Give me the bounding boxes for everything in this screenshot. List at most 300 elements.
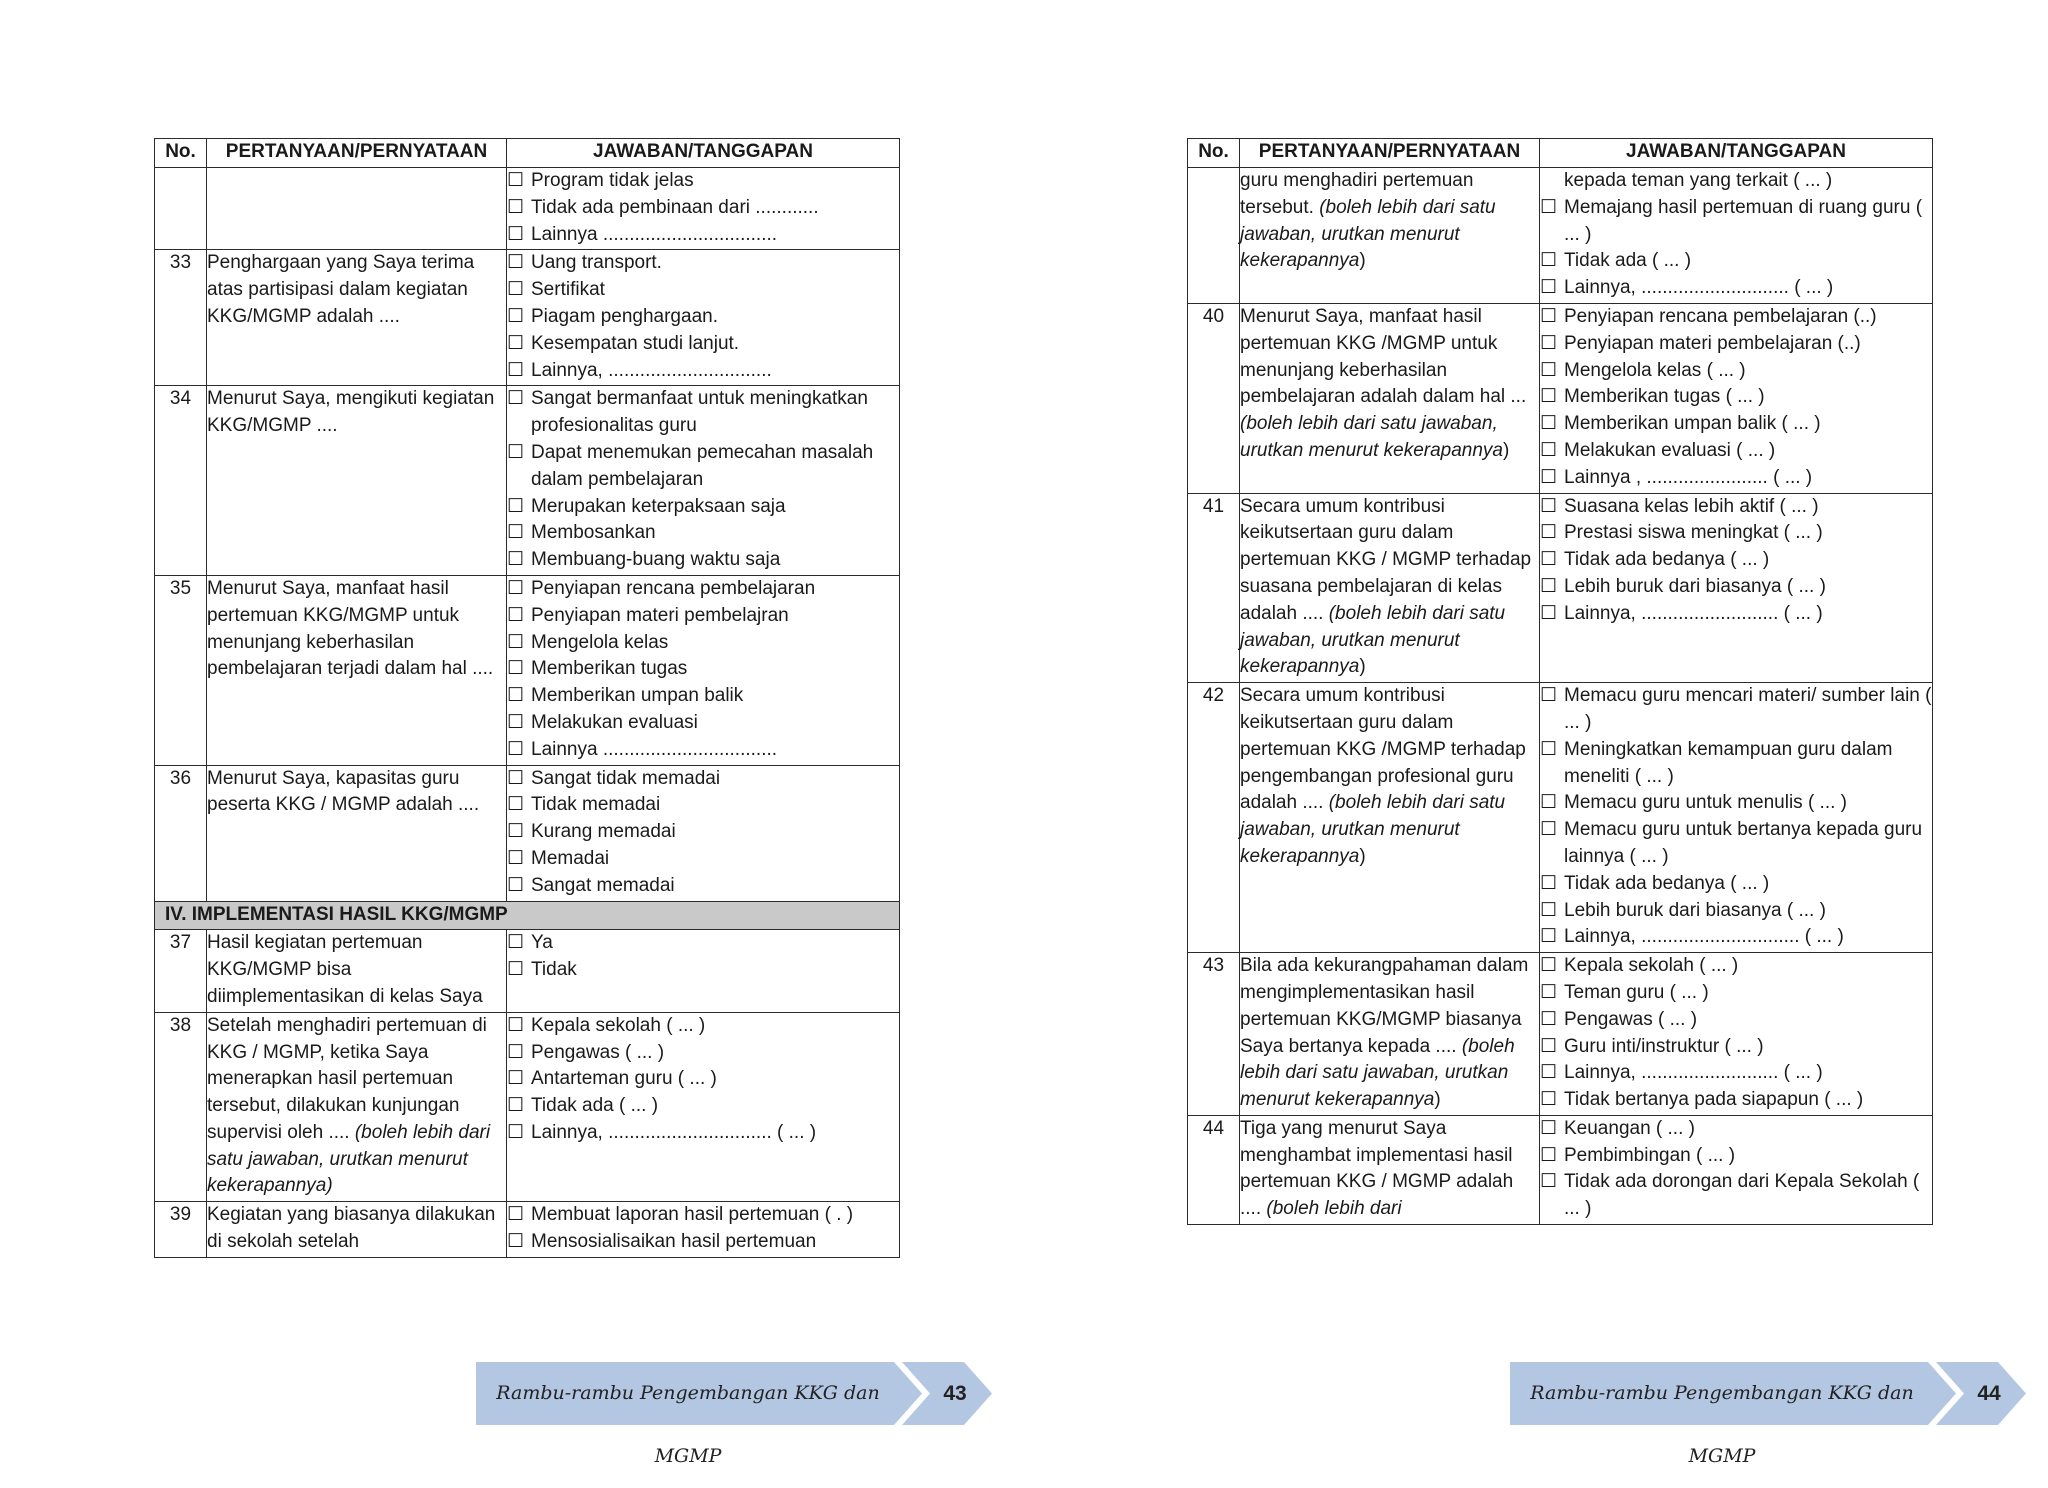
table-row	[1188, 303, 1933, 493]
answer-cell	[507, 386, 900, 576]
answer-option-label: Penyiapan rencana pembelajaran (..)	[1564, 305, 1877, 327]
answer-option-label: Uang transport.	[531, 252, 662, 274]
checkbox-icon[interactable]: ☐	[507, 658, 525, 680]
answer-option	[1540, 1060, 1932, 1087]
answer-option	[1540, 574, 1932, 601]
question-text: Tiga yang menurut Saya menghambat implementasi hasil pertemuan KKG / MGMP adalah ....	[1240, 1117, 1514, 1220]
checkbox-icon[interactable]: ☐	[507, 359, 525, 381]
answer-option-label: Tidak ada dorongan dari Kepala Sekolah ( ... )	[1564, 1171, 1920, 1220]
answer-option	[507, 630, 899, 657]
answer-option	[1540, 683, 1932, 737]
question-text: Setelah menghadiri pertemuan di KKG / MGMP, ketika Saya menerapkan hasil pertemuan tersebut, dilakukan kunjungan supervisi oleh ....	[207, 1014, 487, 1143]
answer-option-label: Pembimbingan ( ... )	[1564, 1144, 1736, 1166]
answer-option-label: Program tidak jelas	[531, 170, 694, 191]
question-cell	[207, 1012, 507, 1202]
answer-option-label: Mensosialisaikan hasil pertemuan	[531, 1231, 817, 1253]
answer-option	[1540, 953, 1932, 980]
answer-option	[1540, 520, 1932, 547]
answer-option-label: Tidak ada pembinaan dari ............	[531, 196, 819, 218]
answer-option-label: Lebih buruk dari biasanya ( ... )	[1564, 575, 1826, 597]
answer-option-label: Memberikan umpan balik ( ... )	[1564, 413, 1821, 435]
checkbox-icon[interactable]: ☐	[1540, 738, 1558, 760]
answer-option	[507, 683, 899, 710]
table-row	[1188, 493, 1933, 683]
checkbox-icon[interactable]: ☐	[1540, 277, 1558, 299]
answer-option-label: Lainnya, .............................. ( ... )	[1564, 926, 1844, 948]
answer-option-label: Antarteman guru ( ... )	[531, 1068, 717, 1090]
answer-option	[1540, 1143, 1932, 1170]
question-text: Secara umum kontribusi keikutsertaan guru dalam pertemuan KKG /MGMP terhadap pengembangan profesional guru adalah ....	[1240, 685, 1526, 814]
answer-option	[507, 277, 899, 304]
header-no: No.	[1188, 139, 1240, 168]
checkbox-icon[interactable]: ☐	[1540, 386, 1558, 408]
answer-option-label: Lainnya, ...............................	[531, 359, 772, 381]
answer-option-label: Memacu guru mencari materi/ sumber lain ( ... )	[1564, 685, 1932, 733]
question-text: Kegiatan yang biasanya dilakukan di sekolah setelah	[207, 1204, 496, 1253]
answer-option-label: Lebih buruk dari biasanya ( ... )	[1564, 899, 1826, 921]
checkbox-icon[interactable]: ☐	[507, 932, 525, 954]
table-row	[1188, 168, 1933, 304]
answer-option	[507, 168, 899, 195]
answer-option-label: Keuangan ( ... )	[1564, 1117, 1695, 1139]
question-note: (boleh lebih dari satu jawaban, urutkan menurut kekerapannya)	[207, 1121, 491, 1197]
checkbox-icon[interactable]: ☐	[1540, 575, 1558, 597]
answer-option	[1540, 411, 1932, 438]
checkbox-icon[interactable]: ☐	[507, 959, 525, 981]
answer-option-label: Penyiapan rencana pembelajaran	[531, 577, 816, 599]
checkbox-icon[interactable]: ☐	[1540, 602, 1558, 624]
answer-option	[1540, 195, 1932, 249]
answer-option-label: Membuang-buang waktu saja	[531, 549, 781, 571]
answer-option	[507, 520, 899, 547]
checkbox-icon[interactable]: ☐	[507, 1041, 525, 1063]
answer-option	[507, 766, 899, 793]
checkbox-icon[interactable]: ☐	[507, 332, 525, 354]
section-title: IV. IMPLEMENTASI HASIL KKG/MGMP	[155, 901, 900, 930]
table-row	[155, 1012, 900, 1202]
question-number: 33	[155, 250, 207, 386]
table-row	[155, 386, 900, 576]
answer-option-label: Memberikan tugas ( ... )	[1564, 386, 1765, 408]
answer-option-label: Lainnya, ............................ ( ... )	[1564, 277, 1834, 299]
answer-option-label: Prestasi siswa meningkat ( ... )	[1564, 522, 1823, 544]
question-number: 42	[1188, 683, 1240, 953]
answer-option	[507, 547, 899, 574]
checkbox-icon[interactable]: ☐	[1540, 466, 1558, 488]
answer-option	[1540, 384, 1932, 411]
checkbox-icon[interactable]: ☐	[507, 441, 525, 463]
question-cell	[207, 250, 507, 386]
answer-option-label: Kepala sekolah ( ... )	[531, 1014, 706, 1036]
question-text: Secara umum kontribusi keikutsertaan guru dalam pertemuan KKG / MGMP terhadap suasana pembelajaran di kelas adalah ....	[1240, 495, 1532, 624]
checkbox-icon[interactable]: ☐	[1540, 1062, 1558, 1084]
answer-option-label: Tidak memadai	[531, 794, 661, 816]
answer-option	[1540, 737, 1932, 791]
answer-option-label: Memacu guru untuk menulis ( ... )	[1564, 792, 1847, 814]
header-no: No.	[155, 139, 207, 168]
checkbox-icon[interactable]: ☐	[507, 170, 525, 191]
checkbox-icon[interactable]: ☐	[1540, 926, 1558, 948]
table-body-right	[1188, 168, 1933, 1225]
checkbox-icon[interactable]: ☐	[1540, 685, 1558, 707]
answer-option	[507, 1066, 899, 1093]
checkbox-icon[interactable]: ☐	[507, 821, 525, 843]
checkbox-icon[interactable]: ☐	[507, 1095, 525, 1117]
checkbox-icon[interactable]: ☐	[1540, 819, 1558, 841]
answer-option-label: Kurang memadai	[531, 821, 676, 843]
question-cell	[1240, 953, 1540, 1116]
answer-option	[507, 1040, 899, 1067]
checkbox-icon[interactable]: ☐	[507, 794, 525, 816]
question-cell	[207, 168, 507, 250]
table-row	[155, 168, 900, 250]
answer-option-label: Mengelola kelas	[531, 631, 669, 653]
answer-option	[1540, 817, 1932, 871]
answer-option	[507, 440, 899, 494]
answer-option	[507, 792, 899, 819]
question-note: (boleh lebih dari satu jawaban, urutkan menurut kekerapannya	[1240, 792, 1506, 867]
table-header-row	[1188, 139, 1933, 168]
answer-option	[1540, 331, 1932, 358]
checkbox-icon[interactable]: ☐	[507, 522, 525, 544]
answer-option-label: Pengawas ( ... )	[1564, 1008, 1698, 1030]
answer-cell	[507, 765, 900, 901]
answer-option	[1540, 601, 1932, 628]
answer-option-label: Tidak ada bedanya ( ... )	[1564, 872, 1770, 894]
answer-option	[1540, 275, 1932, 302]
question-note-close: )	[1359, 656, 1366, 678]
page-number: 44	[1977, 1382, 2001, 1405]
answer-option	[507, 930, 899, 957]
checkbox-icon[interactable]: ☐	[507, 767, 525, 789]
question-text: guru menghadiri pertemuan tersebut.	[1240, 170, 1474, 218]
answer-option-label: Memajang hasil pertemuan di ruang guru ( ... )	[1564, 196, 1923, 245]
checkbox-icon[interactable]: ☐	[507, 1014, 525, 1036]
table-row	[155, 930, 900, 1012]
checkbox-icon[interactable]: ☐	[1540, 359, 1558, 381]
answer-option-label: Meningkatkan kemampuan guru dalam meneliti ( ... )	[1564, 738, 1893, 787]
answer-option	[1540, 358, 1932, 385]
checkbox-icon[interactable]: ☐	[1540, 495, 1558, 517]
question-number: 38	[155, 1012, 207, 1202]
answer-option-label: Tidak bertanya pada siapapun ( ... )	[1564, 1089, 1864, 1111]
answer-option	[507, 957, 899, 984]
checkbox-icon[interactable]: ☐	[507, 196, 525, 218]
answer-option	[507, 1202, 899, 1229]
answer-option	[1540, 1169, 1932, 1223]
answer-option-label: Melakukan evaluasi	[531, 711, 698, 733]
answer-option-label: Mengelola kelas ( ... )	[1564, 359, 1746, 381]
answer-option	[1540, 438, 1932, 465]
answer-option	[507, 250, 899, 277]
answer-option	[507, 710, 899, 737]
table-row	[155, 250, 900, 386]
checkbox-icon[interactable]: ☐	[1540, 899, 1558, 921]
section-row	[155, 901, 900, 930]
answer-cell	[1540, 493, 1933, 683]
answer-option-label: Penyiapan materi pembelajaran (..)	[1564, 332, 1861, 354]
checkbox-icon[interactable]: ☐	[1540, 196, 1558, 218]
answer-cell	[507, 1012, 900, 1202]
answer-cell	[507, 575, 900, 765]
answer-option	[1540, 924, 1932, 951]
answer-cell	[1540, 953, 1933, 1116]
answer-option-label: Penyiapan materi pembelajran	[531, 604, 789, 626]
table-row	[155, 575, 900, 765]
question-note-close: )	[1434, 1089, 1441, 1111]
answer-option-label: Lainnya , ....................... ( ... )	[1564, 466, 1813, 488]
answer-option-label: Tidak ada ( ... )	[1564, 250, 1692, 272]
checkbox-icon[interactable]: ☐	[507, 252, 525, 274]
question-number: 34	[155, 386, 207, 576]
answer-option-label: Kesempatan studi lanjut.	[531, 332, 740, 354]
answer-cell	[507, 250, 900, 386]
answer-option	[1540, 494, 1932, 521]
answer-option	[507, 494, 899, 521]
answer-option	[507, 873, 899, 900]
answer-option	[507, 222, 899, 249]
answer-option	[507, 656, 899, 683]
answer-cell	[1540, 683, 1933, 953]
answer-option	[1540, 871, 1932, 898]
answer-cell	[1540, 303, 1933, 493]
checkbox-icon[interactable]: ☐	[1540, 872, 1558, 894]
header-question: PERTANYAAN/PERNYATAAN	[207, 139, 507, 168]
question-note: (boleh lebih dari satu jawaban, urutkan menurut kekerapannya	[1240, 413, 1503, 461]
checkbox-icon[interactable]: ☐	[1540, 792, 1558, 814]
answer-option	[507, 603, 899, 630]
answer-option-label: Lainnya, .......................... ( ... )	[1564, 602, 1823, 624]
answer-option	[507, 576, 899, 603]
header-answer: JAWABAN/TANGGAPAN	[507, 139, 900, 168]
answer-option	[1540, 248, 1932, 275]
table-row	[1188, 683, 1933, 953]
checkbox-icon[interactable]: ☐	[507, 604, 525, 626]
question-number	[155, 168, 207, 250]
questionnaire-table-left	[154, 138, 900, 1258]
answer-option	[1540, 1087, 1932, 1114]
question-number: 40	[1188, 303, 1240, 493]
checkbox-icon[interactable]: ☐	[507, 631, 525, 653]
question-text: Penghargaan yang Saya terima atas partisipasi dalam kegiatan KKG/MGMP adalah ....	[207, 252, 475, 327]
answer-option-label: Membosankan	[531, 522, 656, 544]
question-number: 44	[1188, 1115, 1240, 1224]
question-text: Menurut Saya, kapasitas guru peserta KKG / MGMP adalah ....	[207, 767, 480, 816]
question-number: 39	[155, 1202, 207, 1258]
answer-cell	[507, 1202, 900, 1258]
answer-option	[507, 1093, 899, 1120]
answer-option-label: Suasana kelas lebih aktif ( ... )	[1564, 495, 1819, 517]
question-cell	[1240, 493, 1540, 683]
answer-option	[507, 737, 899, 764]
checkbox-icon[interactable]: ☐	[507, 1068, 525, 1090]
checkbox-icon[interactable]: ☐	[507, 388, 525, 410]
question-number	[1188, 168, 1240, 304]
question-number: 43	[1188, 953, 1240, 1116]
question-note: (boleh lebih dari satu jawaban, urutkan menurut kekerapannya	[1240, 196, 1496, 272]
question-text: Menurut Saya, manfaat hasil pertemuan KKG/MGMP untuk menunjang keberhasilan pembelajaran terjadi dalam hal ....	[207, 577, 494, 680]
question-text: Menurut Saya, manfaat hasil pertemuan KKG /MGMP untuk menunjang keberhasilan pembelajaran adalah dalam hal ...	[1240, 305, 1527, 408]
table-row	[155, 765, 900, 901]
question-cell	[207, 930, 507, 1012]
checkbox-icon[interactable]: ☐	[1540, 250, 1558, 272]
answer-option	[1540, 898, 1932, 925]
answer-option	[1540, 790, 1932, 817]
checkbox-icon[interactable]: ☐	[507, 279, 525, 301]
table-row	[155, 1202, 900, 1258]
checkbox-icon[interactable]: ☐	[507, 305, 525, 327]
answer-option-label: Sangat tidak memadai	[531, 767, 721, 789]
checkbox-icon[interactable]: ☐	[507, 1231, 525, 1253]
answer-option	[1540, 1007, 1932, 1034]
checkbox-icon[interactable]: ☐	[507, 685, 525, 707]
answer-option	[507, 819, 899, 846]
checkbox-icon[interactable]: ☐	[507, 223, 525, 245]
checkbox-icon[interactable]: ☐	[507, 738, 525, 760]
answer-option-label: Sangat memadai	[531, 874, 675, 896]
answer-option-label: Merupakan keterpaksaan saja	[531, 495, 786, 517]
header-question: PERTANYAAN/PERNYATAAN	[1240, 139, 1540, 168]
question-cell	[207, 765, 507, 901]
page-number: 43	[943, 1382, 967, 1405]
answer-option	[507, 846, 899, 873]
answer-cell	[1540, 1115, 1933, 1224]
checkbox-icon[interactable]: ☐	[1540, 549, 1558, 571]
answer-option	[507, 386, 899, 440]
checkbox-icon[interactable]: ☐	[1540, 1144, 1558, 1166]
answer-option-label: Membuat laporan hasil pertemuan ( . )	[531, 1204, 854, 1226]
footer-title: Rambu-rambu Pengembangan KKG dan MGMP	[1530, 1382, 1914, 1467]
checkbox-icon[interactable]: ☐	[1540, 955, 1558, 977]
checkbox-icon[interactable]: ☐	[507, 1121, 525, 1143]
checkbox-icon[interactable]: ☐	[1540, 413, 1558, 435]
answer-option	[507, 1013, 899, 1040]
answer-option-label: Memadai	[531, 847, 610, 869]
checkbox-icon[interactable]: ☐	[1540, 439, 1558, 461]
question-number: 37	[155, 930, 207, 1012]
checkbox-icon[interactable]: ☐	[507, 711, 525, 733]
answer-option-label: Tidak ada bedanya ( ... )	[1564, 549, 1770, 571]
answer-option	[507, 304, 899, 331]
answer-option-label: Pengawas ( ... )	[531, 1041, 665, 1063]
answer-option-label: Piagam penghargaan.	[531, 305, 718, 327]
left-page	[154, 138, 899, 1258]
table-header-row	[155, 139, 900, 168]
checkbox-icon[interactable]: ☐	[507, 495, 525, 517]
checkbox-icon[interactable]: ☐	[1540, 1171, 1558, 1193]
answer-option-label: Memacu guru untuk bertanya kepada guru lainnya ( ... )	[1564, 819, 1923, 867]
footer-right	[1510, 1362, 2030, 1467]
question-cell	[207, 1202, 507, 1258]
checkbox-icon[interactable]: ☐	[507, 874, 525, 896]
answer-cell	[507, 168, 900, 250]
checkbox-icon[interactable]: ☐	[507, 847, 525, 869]
checkbox-icon[interactable]: ☐	[507, 577, 525, 599]
answer-option-label: Kepala sekolah ( ... )	[1564, 955, 1739, 977]
checkbox-icon[interactable]: ☐	[1540, 1008, 1558, 1030]
question-cell	[1240, 1115, 1540, 1224]
question-cell	[1240, 303, 1540, 493]
answer-option	[507, 331, 899, 358]
checkbox-icon[interactable]: ☐	[1540, 522, 1558, 544]
answer-option-label: Melakukan evaluasi ( ... )	[1564, 439, 1776, 461]
answer-option-label: kepada teman yang terkait ( ... )	[1564, 170, 1833, 191]
questionnaire-table-right	[1187, 138, 1933, 1225]
table-row	[1188, 953, 1933, 1116]
question-number: 36	[155, 765, 207, 901]
answer-option	[1540, 304, 1932, 331]
answer-option-label: Lainnya, ............................... ( ... )	[531, 1121, 817, 1143]
answer-option	[507, 1120, 899, 1147]
answer-option	[507, 358, 899, 385]
question-number: 35	[155, 575, 207, 765]
checkbox-icon[interactable]: ☐	[1540, 1117, 1558, 1139]
answer-option-label: Sertifikat	[531, 279, 605, 301]
answer-option-label: Sangat bermanfaat untuk meningkatkan profesionalitas guru	[531, 388, 868, 437]
table-row	[1188, 1115, 1933, 1224]
answer-option-label: Lainnya, .......................... ( ... )	[1564, 1062, 1823, 1084]
answer-option-label: Ya	[531, 932, 553, 954]
question-number: 41	[1188, 493, 1240, 683]
right-page	[1187, 138, 1932, 1225]
question-cell	[207, 386, 507, 576]
checkbox-icon[interactable]: ☐	[1540, 332, 1558, 354]
answer-cell	[1540, 168, 1933, 304]
answer-option-label: Tidak	[531, 959, 577, 981]
answer-option	[1540, 1034, 1932, 1061]
answer-option	[1540, 1116, 1932, 1143]
question-text: Hasil kegiatan pertemuan KKG/MGMP bisa diimplementasikan di kelas Saya	[207, 932, 483, 1007]
header-answer: JAWABAN/TANGGAPAN	[1540, 139, 1933, 168]
question-note-close: )	[1359, 845, 1366, 867]
answer-option-label: Memberikan umpan balik	[531, 685, 744, 707]
table-body-left-a	[155, 168, 900, 902]
checkbox-icon[interactable]: ☐	[1540, 305, 1558, 327]
answer-option-label: Dapat menemukan pemecahan masalah dalam pembelajaran	[531, 441, 874, 490]
answer-cell	[507, 930, 900, 1012]
question-text: Bila ada kekurangpahaman dalam mengimplementasikan hasil pertemuan KKG/MGMP biasanya Saya bertanya kepada ....	[1240, 955, 1529, 1057]
question-note-close: )	[1359, 250, 1366, 272]
answer-option	[507, 1229, 899, 1256]
checkbox-icon[interactable]: ☐	[1540, 1035, 1558, 1057]
checkbox-icon[interactable]: ☐	[1540, 1089, 1558, 1111]
answer-option	[1540, 465, 1932, 492]
question-cell	[207, 575, 507, 765]
answer-option-label: Guru inti/instruktur ( ... )	[1564, 1035, 1764, 1057]
question-note: (boleh lebih dari satu jawaban, urutkan menurut kekerapannya	[1240, 602, 1506, 678]
question-cell	[1240, 168, 1540, 304]
question-note: (boleh lebih dari	[1266, 1198, 1402, 1220]
footer-left	[476, 1362, 996, 1467]
checkbox-icon[interactable]: ☐	[1540, 981, 1558, 1003]
answer-option-label: Memberikan tugas	[531, 658, 688, 680]
table-body-left-b	[155, 930, 900, 1258]
checkbox-icon[interactable]: ☐	[507, 1204, 525, 1226]
answer-option	[1540, 547, 1932, 574]
answer-option	[1540, 168, 1932, 195]
question-note-close: )	[1503, 439, 1510, 461]
answer-option-label: Teman guru ( ... )	[1564, 981, 1709, 1003]
answer-option	[1540, 980, 1932, 1007]
answer-option	[507, 195, 899, 222]
footer-title: Rambu-rambu Pengembangan KKG dan MGMP	[496, 1382, 880, 1467]
question-text: Menurut Saya, mengikuti kegiatan KKG/MGMP ....	[207, 388, 495, 437]
answer-option-label: Lainnya .................................	[531, 223, 778, 245]
answer-option-label: Tidak ada ( ... )	[531, 1095, 659, 1117]
question-cell	[1240, 683, 1540, 953]
question-note: (boleh lebih dari satu jawaban, urutkan menurut kekerapannya	[1240, 1035, 1515, 1111]
checkbox-icon[interactable]: ☐	[507, 549, 525, 571]
